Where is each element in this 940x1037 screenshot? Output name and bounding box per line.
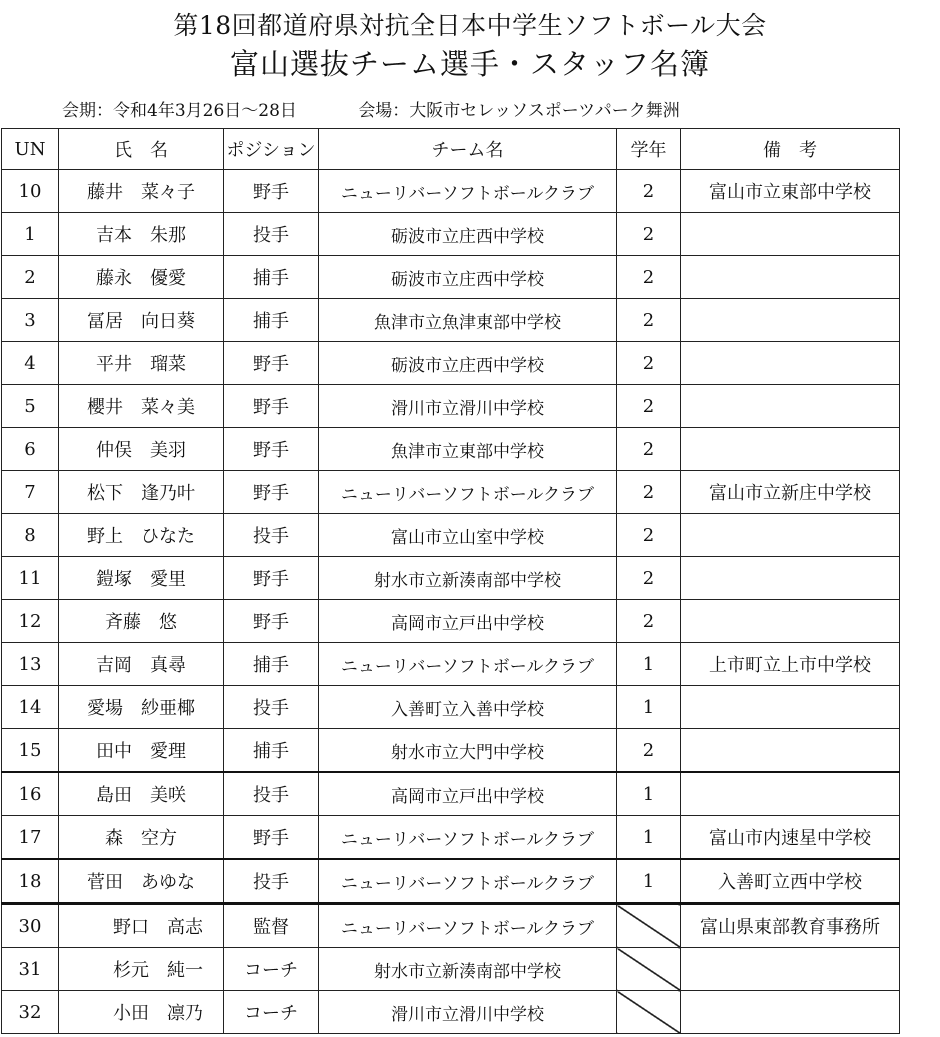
player-row xyxy=(2,600,900,643)
player-name: 吉本 朱那 xyxy=(59,213,224,256)
player-position: 投手 xyxy=(224,514,319,557)
player-notes xyxy=(681,213,900,256)
player-position: 野手 xyxy=(224,170,319,213)
player-grade: 2 xyxy=(617,256,681,299)
player-grade: 2 xyxy=(617,385,681,428)
event-venue: 会場：大阪市セレッソスポーツパーク舞洲 xyxy=(358,101,680,121)
player-grade: 2 xyxy=(617,428,681,471)
player-name: 冨居 向日葵 xyxy=(59,299,224,342)
event-period: 会期：令和4年3月26日～28日 xyxy=(62,101,297,121)
uniform-number: 11 xyxy=(2,557,59,600)
staff-name: 杉元 純一 xyxy=(59,948,224,991)
uniform-number: 13 xyxy=(2,643,59,686)
player-team: ニューリバーソフトボールクラブ xyxy=(319,471,617,514)
player-name: 藤永 優愛 xyxy=(59,256,224,299)
header-grade: 学年 xyxy=(617,129,681,170)
player-grade: 1 xyxy=(617,816,681,860)
player-team: 魚津市立東部中学校 xyxy=(319,428,617,471)
player-notes: 富山市立東部中学校 xyxy=(681,170,900,213)
player-row xyxy=(2,213,900,256)
player-row xyxy=(2,772,900,816)
player-row xyxy=(2,643,900,686)
grade-not-applicable xyxy=(617,948,681,991)
uniform-number: 31 xyxy=(2,948,59,991)
player-team: 射水市立新湊南部中学校 xyxy=(319,557,617,600)
player-grade: 1 xyxy=(617,859,681,904)
grade-not-applicable xyxy=(617,991,681,1034)
uniform-number: 8 xyxy=(2,514,59,557)
table-header-row xyxy=(2,129,900,170)
header-team: チーム名 xyxy=(319,129,617,170)
uniform-number: 14 xyxy=(2,686,59,729)
staff-team: ニューリバーソフトボールクラブ xyxy=(319,904,617,948)
staff-name: 野口 高志 xyxy=(59,904,224,948)
player-name: 斉藤 悠 xyxy=(59,600,224,643)
player-notes xyxy=(681,686,900,729)
uniform-number: 4 xyxy=(2,342,59,385)
uniform-number: 16 xyxy=(2,772,59,816)
player-notes xyxy=(681,772,900,816)
player-name: 森 空方 xyxy=(59,816,224,860)
player-team: 砺波市立庄西中学校 xyxy=(319,256,617,299)
player-team: 高岡市立戸出中学校 xyxy=(319,600,617,643)
player-row xyxy=(2,686,900,729)
player-notes xyxy=(681,557,900,600)
player-name: 愛場 紗亜椰 xyxy=(59,686,224,729)
player-notes xyxy=(681,256,900,299)
player-team: 滑川市立滑川中学校 xyxy=(319,385,617,428)
player-position: 野手 xyxy=(224,471,319,514)
player-notes: 富山市内速星中学校 xyxy=(681,816,900,860)
player-team: 射水市立大門中学校 xyxy=(319,729,617,773)
staff-name: 小田 凛乃 xyxy=(59,991,224,1034)
staff-position: 監督 xyxy=(224,904,319,948)
player-team: 入善町立入善中学校 xyxy=(319,686,617,729)
document-subtitle: 富山選抜チーム選手・スタッフ名簿 xyxy=(229,47,710,81)
uniform-number: 15 xyxy=(2,729,59,773)
player-row xyxy=(2,471,900,514)
player-name: 仲俣 美羽 xyxy=(59,428,224,471)
player-notes xyxy=(681,600,900,643)
player-row xyxy=(2,859,900,904)
uniform-number: 7 xyxy=(2,471,59,514)
staff-row xyxy=(2,991,900,1034)
uniform-number: 12 xyxy=(2,600,59,643)
player-position: 捕手 xyxy=(224,729,319,773)
uniform-number: 32 xyxy=(2,991,59,1034)
player-position: 投手 xyxy=(224,772,319,816)
player-row xyxy=(2,428,900,471)
staff-notes xyxy=(681,948,900,991)
staff-row xyxy=(2,904,900,948)
uniform-number: 2 xyxy=(2,256,59,299)
player-row xyxy=(2,729,900,773)
staff-notes: 富山県東部教育事務所 xyxy=(681,904,900,948)
player-name: 野上 ひなた xyxy=(59,514,224,557)
staff-position: コーチ xyxy=(224,991,319,1034)
player-row xyxy=(2,170,900,213)
player-name: 櫻井 菜々美 xyxy=(59,385,224,428)
player-row xyxy=(2,299,900,342)
player-team: 高岡市立戸出中学校 xyxy=(319,772,617,816)
uniform-number: 18 xyxy=(2,859,59,904)
player-position: 野手 xyxy=(224,557,319,600)
staff-team: 滑川市立滑川中学校 xyxy=(319,991,617,1034)
header-un: UN xyxy=(2,129,59,170)
player-row xyxy=(2,557,900,600)
player-grade: 1 xyxy=(617,772,681,816)
player-name: 島田 美咲 xyxy=(59,772,224,816)
player-name: 田中 愛理 xyxy=(59,729,224,773)
player-row xyxy=(2,514,900,557)
player-notes xyxy=(681,729,900,773)
player-position: 捕手 xyxy=(224,256,319,299)
uniform-number: 3 xyxy=(2,299,59,342)
player-position: 捕手 xyxy=(224,299,319,342)
player-position: 野手 xyxy=(224,342,319,385)
roster-table xyxy=(1,128,900,1034)
player-grade: 2 xyxy=(617,600,681,643)
player-team: 富山市立山室中学校 xyxy=(319,514,617,557)
player-row xyxy=(2,342,900,385)
player-grade: 1 xyxy=(617,686,681,729)
player-team: ニューリバーソフトボールクラブ xyxy=(319,170,617,213)
header-notes: 備 考 xyxy=(681,129,900,170)
player-notes xyxy=(681,299,900,342)
player-position: 捕手 xyxy=(224,643,319,686)
player-team: 砺波市立庄西中学校 xyxy=(319,342,617,385)
player-grade: 1 xyxy=(617,643,681,686)
event-info xyxy=(62,96,680,121)
uniform-number: 5 xyxy=(2,385,59,428)
player-grade: 2 xyxy=(617,170,681,213)
player-notes: 入善町立西中学校 xyxy=(681,859,900,904)
player-position: 野手 xyxy=(224,816,319,860)
uniform-number: 30 xyxy=(2,904,59,948)
player-grade: 2 xyxy=(617,729,681,773)
player-notes xyxy=(681,428,900,471)
player-notes xyxy=(681,385,900,428)
player-name: 菅田 あゆな xyxy=(59,859,224,904)
player-team: 魚津市立魚津東部中学校 xyxy=(319,299,617,342)
uniform-number: 6 xyxy=(2,428,59,471)
player-grade: 2 xyxy=(617,299,681,342)
player-notes: 上市町立上市中学校 xyxy=(681,643,900,686)
player-position: 野手 xyxy=(224,428,319,471)
player-notes: 富山市立新庄中学校 xyxy=(681,471,900,514)
uniform-number: 10 xyxy=(2,170,59,213)
player-team: ニューリバーソフトボールクラブ xyxy=(319,859,617,904)
player-name: 松下 逢乃叶 xyxy=(59,471,224,514)
staff-position: コーチ xyxy=(224,948,319,991)
player-name: 藤井 菜々子 xyxy=(59,170,224,213)
staff-team: 射水市立新湊南部中学校 xyxy=(319,948,617,991)
player-row xyxy=(2,385,900,428)
player-name: 平井 瑠菜 xyxy=(59,342,224,385)
player-name: 鎧塚 愛里 xyxy=(59,557,224,600)
player-grade: 2 xyxy=(617,213,681,256)
player-grade: 2 xyxy=(617,471,681,514)
staff-notes xyxy=(681,991,900,1034)
uniform-number: 1 xyxy=(2,213,59,256)
grade-not-applicable xyxy=(617,904,681,948)
player-position: 野手 xyxy=(224,600,319,643)
player-notes xyxy=(681,514,900,557)
player-team: ニューリバーソフトボールクラブ xyxy=(319,816,617,860)
player-team: 砺波市立庄西中学校 xyxy=(319,213,617,256)
player-grade: 2 xyxy=(617,514,681,557)
player-row xyxy=(2,816,900,860)
document-title: 第18回都道府県対抗全日本中学生ソフトボール大会 xyxy=(173,11,767,40)
player-notes xyxy=(681,342,900,385)
player-name: 吉岡 真尋 xyxy=(59,643,224,686)
header-name: 氏 名 xyxy=(59,129,224,170)
header-position: ポジション xyxy=(224,129,319,170)
player-position: 投手 xyxy=(224,859,319,904)
player-grade: 2 xyxy=(617,342,681,385)
player-position: 投手 xyxy=(224,213,319,256)
staff-row xyxy=(2,948,900,991)
player-grade: 2 xyxy=(617,557,681,600)
player-position: 野手 xyxy=(224,385,319,428)
player-team: ニューリバーソフトボールクラブ xyxy=(319,643,617,686)
player-row xyxy=(2,256,900,299)
player-position: 投手 xyxy=(224,686,319,729)
uniform-number: 17 xyxy=(2,816,59,860)
